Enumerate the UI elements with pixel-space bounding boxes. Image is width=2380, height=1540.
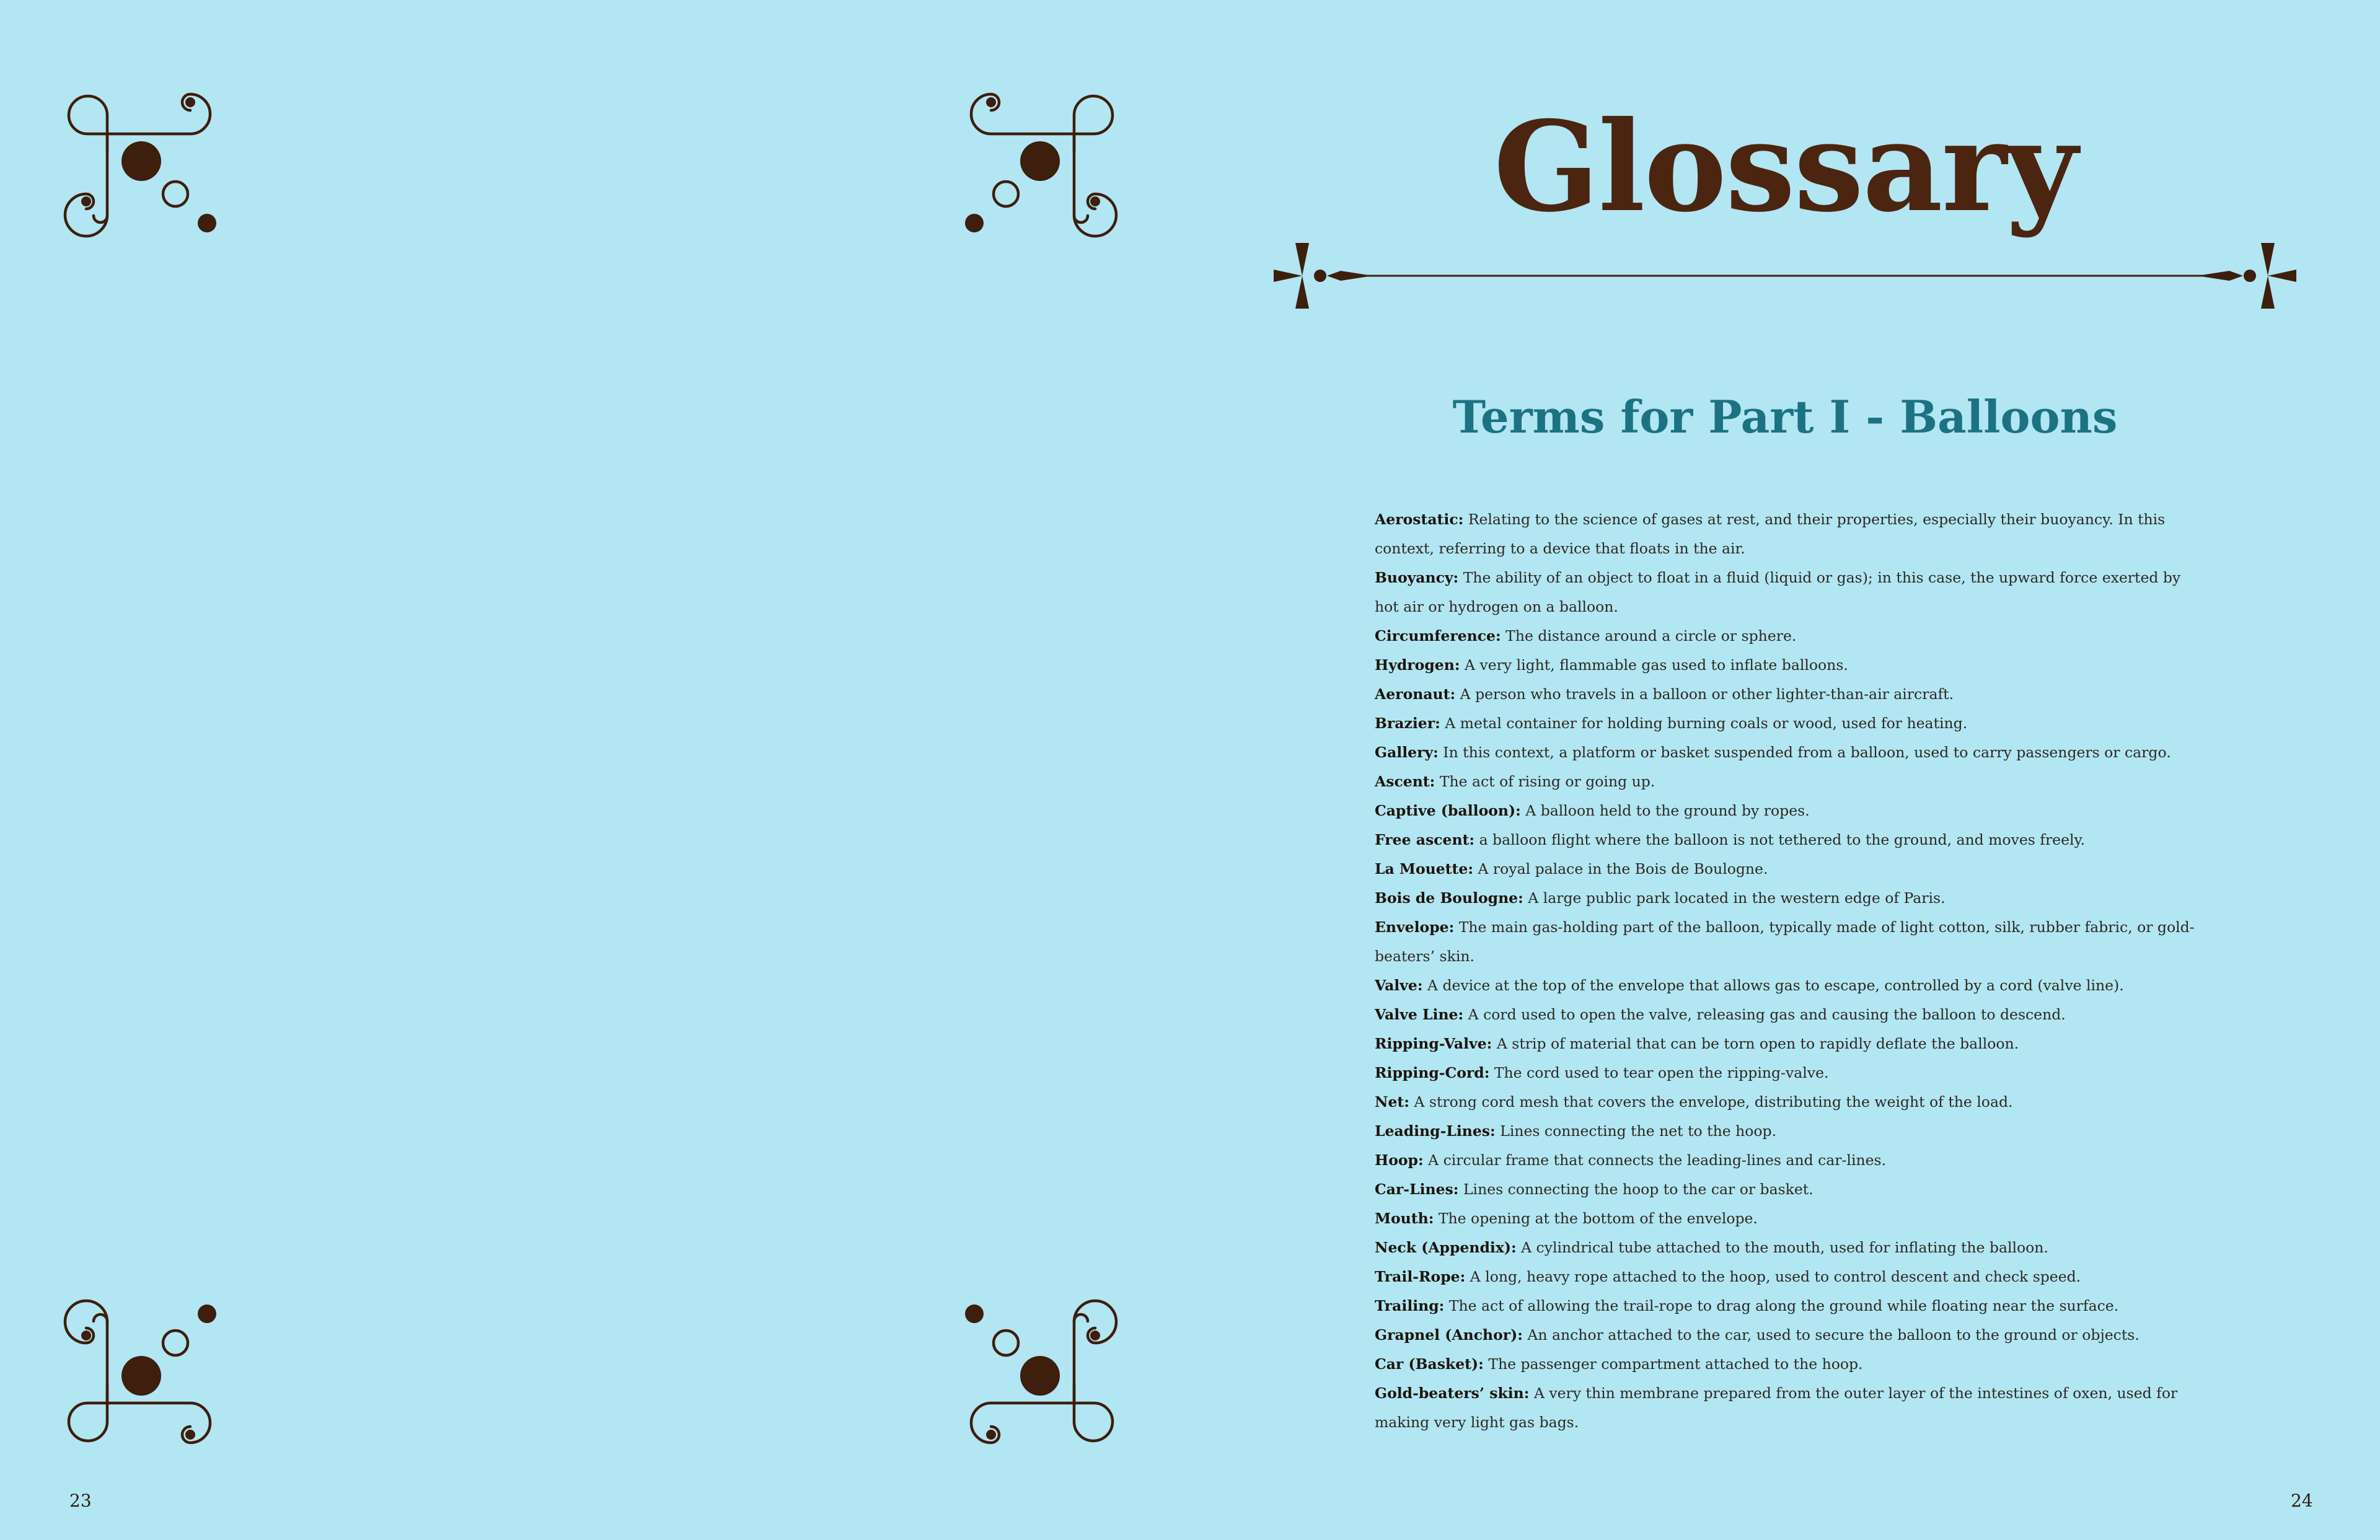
glossary-definition: The passenger compartment attached to the hoop.	[1488, 1355, 1863, 1373]
glossary-entry	[1375, 1000, 2205, 1029]
glossary-term: Envelope:	[1375, 918, 1455, 936]
glossary-entry	[1375, 884, 2205, 913]
glossary-term: Circumference:	[1375, 627, 1501, 645]
glossary-term: Ascent:	[1375, 773, 1435, 790]
glossary-definition: A cord used to open the valve, releasing gas and causing the balloon to descend.	[1468, 1006, 2066, 1023]
glossary-definition: In this context, a platform or basket suspended from a balloon, used to carry passengers or cargo.	[1443, 744, 2171, 761]
glossary-definition: A strong cord mesh that covers the envelope, distributing the weight of the load.	[1414, 1093, 2013, 1111]
glossary-entry	[1375, 1029, 2205, 1058]
glossary-term: Mouth:	[1375, 1210, 1434, 1227]
glossary-list	[1375, 505, 2205, 1437]
glossary-definition: A metal container for holding burning coals or wood, used for heating.	[1445, 715, 1968, 732]
glossary-term: Gold-beaters’ skin:	[1375, 1384, 1530, 1402]
glossary-definition: A circular frame that connects the leading-lines and car-lines.	[1428, 1151, 1887, 1169]
glossary-entry	[1375, 709, 2205, 738]
glossary-entry	[1375, 1204, 2205, 1233]
glossary-entry	[1375, 1350, 2205, 1379]
glossary-entry	[1375, 1058, 2205, 1088]
glossary-definition: A cylindrical tube attached to the mouth, used for inflating the balloon.	[1521, 1239, 2048, 1256]
glossary-term: Leading-Lines:	[1375, 1122, 1496, 1140]
glossary-entry	[1375, 651, 2205, 680]
glossary-definition: A device at the top of the envelope that allows gas to escape, controlled by a cord (valve line).	[1427, 977, 2124, 994]
glossary-entry	[1375, 1262, 2205, 1291]
glossary-entry	[1375, 1291, 2205, 1321]
left-page-number: 23	[69, 1490, 92, 1511]
glossary-definition: A large public park located in the western edge of Paris.	[1528, 889, 1946, 907]
glossary-term: Trail-Rope:	[1375, 1268, 1466, 1285]
glossary-term: Trailing:	[1375, 1297, 1445, 1314]
glossary-definition: Relating to the science of gases at rest, and their properties, especially their buoyancy. In this context, referring to a device that floats in the air.	[1375, 511, 2166, 557]
glossary-definition: A very thin membrane prepared from the outer layer of the intestines of oxen, used for making very light gas bags.	[1375, 1384, 2178, 1431]
glossary-entry	[1375, 1146, 2205, 1175]
glossary-definition: A royal palace in the Bois de Boulogne.	[1478, 860, 1768, 878]
page-subtitle: Terms for Part I - Balloons	[1452, 390, 2118, 443]
glossary-term: Car-Lines:	[1375, 1181, 1459, 1198]
glossary-term: Hoop:	[1375, 1151, 1424, 1169]
glossary-entry	[1375, 913, 2205, 971]
glossary-entry	[1375, 767, 2205, 796]
glossary-term: Neck (Appendix):	[1375, 1239, 1517, 1256]
glossary-definition: The distance around a circle or sphere.	[1505, 627, 1797, 645]
glossary-definition: Lines connecting the net to the hoop.	[1500, 1122, 1777, 1140]
glossary-term: Car (Basket):	[1375, 1355, 1484, 1373]
glossary-entry	[1375, 1233, 2205, 1262]
glossary-definition: A balloon held to the ground by ropes.	[1525, 802, 1810, 819]
glossary-definition: Lines connecting the hoop to the car or basket.	[1463, 1181, 1814, 1198]
glossary-entry	[1375, 1379, 2205, 1437]
glossary-term: Grapnel (Anchor):	[1375, 1326, 1523, 1344]
glossary-entry	[1375, 563, 2205, 622]
glossary-entry	[1375, 738, 2205, 767]
glossary-entry	[1375, 1321, 2205, 1350]
glossary-definition: The cord used to tear open the ripping-valve.	[1494, 1064, 1829, 1081]
glossary-entry	[1375, 622, 2205, 651]
glossary-term: Gallery:	[1375, 744, 1439, 761]
right-page-number: 24	[2291, 1490, 2313, 1511]
glossary-definition: A person who travels in a balloon or other lighter-than-air aircraft.	[1460, 685, 1954, 703]
glossary-entry	[1375, 971, 2205, 1000]
glossary-entry	[1375, 1175, 2205, 1204]
glossary-entry	[1375, 1088, 2205, 1117]
glossary-term: Ripping-Cord:	[1375, 1064, 1490, 1081]
page-title: Glossary	[1493, 94, 2077, 240]
glossary-term: Valve Line:	[1375, 1006, 1464, 1023]
glossary-term: Aeronaut:	[1375, 685, 1456, 703]
glossary-term: Net:	[1375, 1093, 1409, 1111]
glossary-entry	[1375, 1117, 2205, 1146]
glossary-definition: The ability of an object to float in a fluid (liquid or gas); in this case, the upward force exerted by hot air or hydrogen on a balloon.	[1375, 569, 2181, 615]
glossary-entry	[1375, 855, 2205, 884]
glossary-term: Aerostatic:	[1375, 511, 1464, 528]
corner-flourish-icon	[62, 81, 223, 242]
glossary-term: Valve:	[1375, 977, 1423, 994]
glossary-entry	[1375, 680, 2205, 709]
glossary-definition: The act of allowing the trail-rope to drag along the ground while floating near the surface.	[1448, 1297, 2119, 1314]
glossary-term: Free ascent:	[1375, 831, 1475, 848]
glossary-definition: A very light, flammable gas used to inflate balloons.	[1464, 656, 1848, 674]
glossary-definition: An anchor attached to the car, used to secure the balloon to the ground or objects.	[1527, 1326, 2140, 1344]
glossary-entry	[1375, 796, 2205, 825]
glossary-definition: The main gas-holding part of the balloon, typically made of light cotton, silk, rubber fabric, or gold-beaters’ skin.	[1375, 918, 2195, 965]
glossary-term: Hydrogen:	[1375, 656, 1460, 674]
fleuron-divider-icon	[1274, 243, 2296, 309]
glossary-term: Ripping-Valve:	[1375, 1035, 1492, 1052]
glossary-definition: A strip of material that can be torn open to rapidly deflate the balloon.	[1496, 1035, 2019, 1052]
glossary-term: Bois de Boulogne:	[1375, 889, 1523, 907]
glossary-entry	[1375, 505, 2205, 563]
glossary-definition: The act of rising or going up.	[1439, 773, 1655, 790]
glossary-definition: a balloon flight where the balloon is not tethered to the ground, and moves freely.	[1479, 831, 2086, 848]
corner-flourish-icon	[958, 1295, 1119, 1456]
glossary-term: Brazier:	[1375, 715, 1440, 732]
glossary-term: Captive (balloon):	[1375, 802, 1521, 819]
glossary-definition: The opening at the bottom of the envelope.	[1438, 1210, 1758, 1227]
glossary-term: La Mouette:	[1375, 860, 1473, 878]
glossary-entry	[1375, 825, 2205, 855]
glossary-definition: A long, heavy rope attached to the hoop, used to control descent and check speed.	[1470, 1268, 2081, 1285]
corner-flourish-icon	[958, 81, 1119, 242]
glossary-term: Buoyancy:	[1375, 569, 1459, 586]
corner-flourish-icon	[62, 1295, 223, 1456]
